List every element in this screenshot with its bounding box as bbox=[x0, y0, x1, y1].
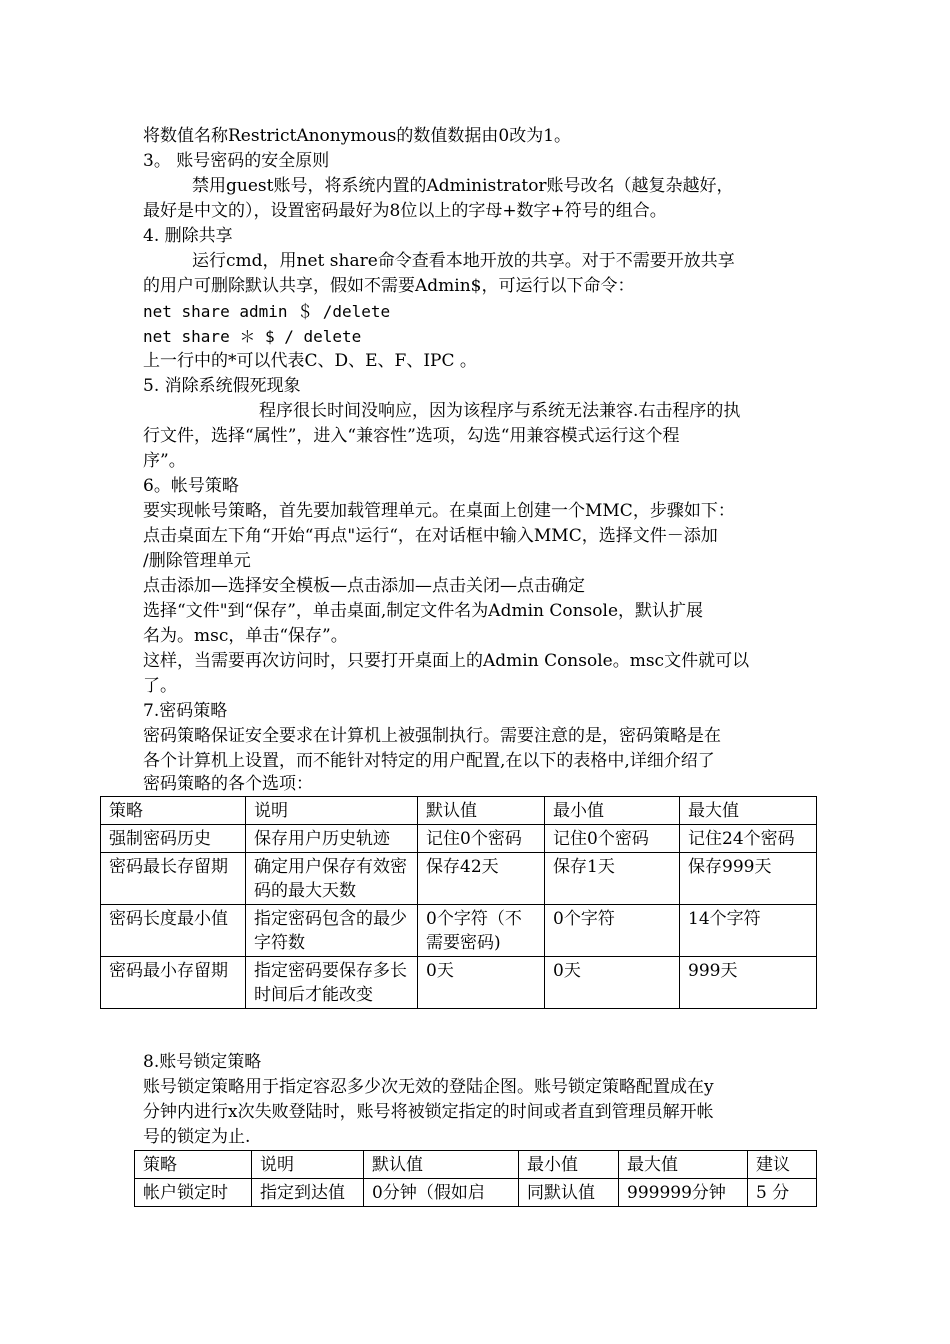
paragraph-line: 行文件，选择“属性”，进入“兼容性”选项，勾选“用兼容模式运行这个程 bbox=[143, 426, 680, 446]
header-cell: 默认值 bbox=[364, 1151, 519, 1179]
header-cell: 默认值 bbox=[418, 797, 545, 825]
table-cell: 强制密码历史 bbox=[101, 825, 246, 853]
paragraph-line: 运行cmd，用net share命令查看本地开放的共享。对于不需要开放共享 bbox=[192, 251, 735, 271]
table-cell: 同默认值 bbox=[519, 1179, 619, 1207]
table-cell: 指定密码包含的最少字符数 bbox=[246, 905, 418, 957]
paragraph-line: 要实现帐号策略，首先要加载管理单元。在桌面上创建一个MMC，步骤如下： bbox=[143, 501, 735, 521]
paragraph-line: 选择“文件"到“保存”，单击桌面,制定文件名为Admin Console，默认扩展 bbox=[143, 601, 704, 621]
paragraph-line: 密码策略保证安全要求在计算机上被强制执行。需要注意的是，密码策略是在 bbox=[143, 726, 721, 746]
table-row bbox=[101, 853, 817, 905]
command-line: net share ＊ $ / delete bbox=[143, 327, 362, 346]
paragraph-line: 这样，当需要再次访问时，只要打开桌面上的Admin Console。msc文件就可以 bbox=[143, 651, 750, 671]
header-cell: 说明 bbox=[252, 1151, 364, 1179]
paragraph-line: 名为。msc，单击“保存”。 bbox=[143, 626, 348, 646]
header-cell: 最小值 bbox=[519, 1151, 619, 1179]
paragraph-line: 号的锁定为止. bbox=[143, 1127, 251, 1147]
table-cell: 密码长度最小值 bbox=[101, 905, 246, 957]
table-row bbox=[101, 905, 817, 957]
paragraph-line: 程序很长时间没响应，因为该程序与系统无法兼容.右击程序的执 bbox=[259, 401, 741, 421]
table-cell: 5 分 bbox=[748, 1179, 817, 1207]
table-cell: 0个字符 bbox=[545, 905, 680, 957]
section-heading: 4. 删除共享 bbox=[143, 226, 233, 246]
table-cell: 保存42天 bbox=[418, 853, 545, 905]
table-cell: 保存999天 bbox=[680, 853, 817, 905]
table-cell: 14个字符 bbox=[680, 905, 817, 957]
table-cell: 0个字符（不需要密码) bbox=[418, 905, 545, 957]
table-cell: 指定到达值 bbox=[252, 1179, 364, 1207]
table-cell: 确定用户保存有效密码的最大天数 bbox=[246, 853, 418, 905]
header-cell: 说明 bbox=[246, 797, 418, 825]
table-header-row bbox=[101, 797, 817, 825]
paragraph-line: /删除管理单元 bbox=[143, 551, 251, 571]
paragraph-line: 密码策略的各个选项： bbox=[143, 774, 313, 794]
paragraph-line: 分钟内进行x次失败登陆时，账号将被锁定指定的时间或者直到管理员解开帐 bbox=[143, 1102, 714, 1122]
paragraph-line: 点击桌面左下角“开始“再点"运行“，在对话框中输入MMC，选择文件－添加 bbox=[143, 526, 718, 546]
section-heading: 5. 消除系统假死现象 bbox=[143, 376, 301, 396]
header-cell: 最大值 bbox=[680, 797, 817, 825]
table-cell: 保存用户历史轨迹 bbox=[246, 825, 418, 853]
section-heading: 7.密码策略 bbox=[143, 701, 228, 721]
table-cell: 0天 bbox=[545, 957, 680, 1009]
paragraph-line: 禁用guest账号，将系统内置的Administrator账号改名（越复杂越好， bbox=[192, 176, 734, 196]
table-cell: 保存1天 bbox=[545, 853, 680, 905]
table-cell: 0分钟（假如启 bbox=[364, 1179, 519, 1207]
table-cell: 记住0个密码 bbox=[545, 825, 680, 853]
table-header-row bbox=[135, 1151, 817, 1179]
section-heading: 8.账号锁定策略 bbox=[143, 1052, 262, 1072]
table-row bbox=[135, 1179, 817, 1207]
command-line: net share admin ＄ /delete bbox=[143, 302, 391, 321]
header-cell: 最小值 bbox=[545, 797, 680, 825]
account-lockout-table bbox=[134, 1150, 817, 1207]
paragraph-line: 了。 bbox=[143, 676, 177, 696]
paragraph-line: 最好是中文的），设置密码最好为8位以上的字母+数字+符号的组合。 bbox=[143, 201, 667, 221]
header-cell: 最大值 bbox=[619, 1151, 748, 1179]
table-cell: 记住24个密码 bbox=[680, 825, 817, 853]
table-row bbox=[101, 825, 817, 853]
paragraph-line: 上一行中的*可以代表C、D、E、F、IPC 。 bbox=[143, 351, 477, 371]
table-cell: 帐户锁定时 bbox=[135, 1179, 252, 1207]
paragraph-line: 点击添加—选择安全模板—点击添加—点击关闭—点击确定 bbox=[143, 576, 585, 596]
table-cell: 999天 bbox=[680, 957, 817, 1009]
table-cell: 记住0个密码 bbox=[418, 825, 545, 853]
paragraph-line: 序”。 bbox=[143, 451, 186, 471]
header-cell: 策略 bbox=[135, 1151, 252, 1179]
paragraph-line: 各个计算机上设置，而不能针对特定的用户配置,在以下的表格中,详细介绍了 bbox=[143, 751, 715, 771]
table-cell: 指定密码要保存多长时间后才能改变 bbox=[246, 957, 418, 1009]
table-row bbox=[101, 957, 817, 1009]
paragraph-line: 账号锁定策略用于指定容忍多少次无效的登陆企图。账号锁定策略配置成在y bbox=[143, 1077, 714, 1097]
section-heading: 6。帐号策略 bbox=[143, 476, 239, 496]
header-cell: 建议 bbox=[748, 1151, 817, 1179]
paragraph-line: 的用户可删除默认共享，假如不需要Admin$，可运行以下命令： bbox=[143, 276, 635, 296]
table-cell: 密码最长存留期 bbox=[101, 853, 246, 905]
section-heading: 3。 账号密码的安全原则 bbox=[143, 151, 330, 171]
table-cell: 999999分钟 bbox=[619, 1179, 748, 1207]
table-cell: 密码最小存留期 bbox=[101, 957, 246, 1009]
password-policy-table bbox=[100, 796, 817, 1009]
table-cell: 0天 bbox=[418, 957, 545, 1009]
paragraph-line: 将数值名称RestrictAnonymous的数值数据由0改为1。 bbox=[143, 126, 572, 146]
header-cell: 策略 bbox=[101, 797, 246, 825]
